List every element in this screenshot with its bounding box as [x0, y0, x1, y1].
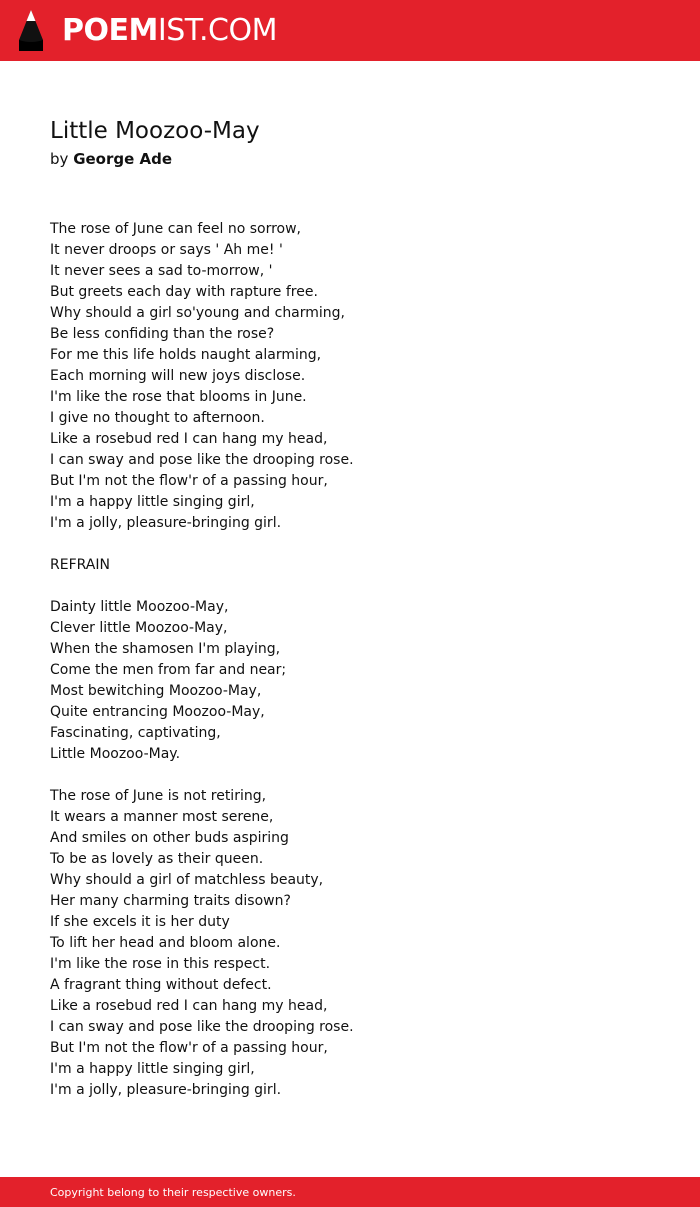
poem-line: Like a rosebud red I can hang my head, [50, 431, 328, 447]
poem-line: But greets each day with rapture free. [50, 284, 318, 300]
poem-line: REFRAIN [50, 557, 110, 573]
poem-line: I give no thought to afternoon. [50, 410, 265, 426]
poem-line: Why should a girl so'young and charming, [50, 305, 346, 321]
stanza-gap [50, 534, 670, 555]
poem-line: It never droops or says ' Ah me! ' [50, 242, 283, 258]
poem-line: If she excels it is her duty [50, 914, 230, 930]
brand-light: IST.COM [157, 13, 277, 48]
poem-line: It wears a manner most serene, [50, 809, 274, 825]
poem-line: A fragrant thing without defect. [50, 977, 272, 993]
poem-line: I'm a jolly, pleasure-bringing girl. [50, 515, 282, 531]
poem-line: But I'm not the flow'r of a passing hour, [50, 1040, 328, 1056]
copyright-text: Copyright belong to their respective owners. [50, 1186, 296, 1199]
poem-line: I'm a happy little singing girl, [50, 494, 255, 510]
poem-body [50, 219, 670, 1101]
poem-line: Why should a girl of matchless beauty, [50, 872, 324, 888]
poem-line: I'm like the rose that blooms in June. [50, 389, 307, 405]
poem-line: For me this life holds naught alarming, [50, 347, 322, 363]
poem-line: I'm like the rose in this respect. [50, 956, 271, 972]
poem-line: To lift her head and bloom alone. [50, 935, 281, 951]
poem-line: I can sway and pose like the drooping rose. [50, 1019, 354, 1035]
poem-line: Each morning will new joys disclose. [50, 368, 306, 384]
site-footer [0, 1177, 700, 1207]
poem-line: Fascinating, captivating, [50, 725, 221, 741]
poem-line: Dainty little Moozoo-May, [50, 599, 229, 615]
poem-line: Little Moozoo-May. [50, 746, 181, 762]
poem-line: And smiles on other buds aspiring [50, 830, 289, 846]
poem-line: Quite entrancing Moozoo-May, [50, 704, 265, 720]
stanza-gap [50, 765, 670, 786]
byline [50, 148, 172, 170]
poem-line: Most bewitching Moozoo-May, [50, 683, 262, 699]
poem-line: I'm a jolly, pleasure-bringing girl. [50, 1082, 282, 1098]
site-logo-link[interactable] [62, 12, 277, 50]
poem-line: The rose of June can feel no sorrow, [50, 221, 302, 237]
poem-line: I'm a happy little singing girl, [50, 1061, 255, 1077]
poem-line: Be less confiding than the rose? [50, 326, 275, 342]
by-label: by [50, 150, 69, 168]
pencil-icon[interactable] [18, 10, 44, 51]
brand-bold: POEM [62, 13, 158, 48]
poem-line: When the shamosen I'm playing, [50, 641, 281, 657]
poem-line: Come the men from far and near; [50, 662, 287, 678]
poem-line: It never sees a sad to-morrow, ' [50, 263, 273, 279]
poem-line: The rose of June is not retiring, [50, 788, 267, 804]
author-name: George Ade [73, 150, 173, 168]
poem-line: To be as lovely as their queen. [50, 851, 264, 867]
poem-line: Her many charming traits disown? [50, 893, 291, 909]
poem-line: Clever little Moozoo-May, [50, 620, 228, 636]
site-header [0, 0, 700, 61]
poem-line: But I'm not the flow'r of a passing hour, [50, 473, 328, 489]
stanza-gap [50, 576, 670, 597]
poem-line: Like a rosebud red I can hang my head, [50, 998, 328, 1014]
poem-title: Little Moozoo-May [50, 118, 260, 144]
poem-line: I can sway and pose like the drooping rose. [50, 452, 354, 468]
